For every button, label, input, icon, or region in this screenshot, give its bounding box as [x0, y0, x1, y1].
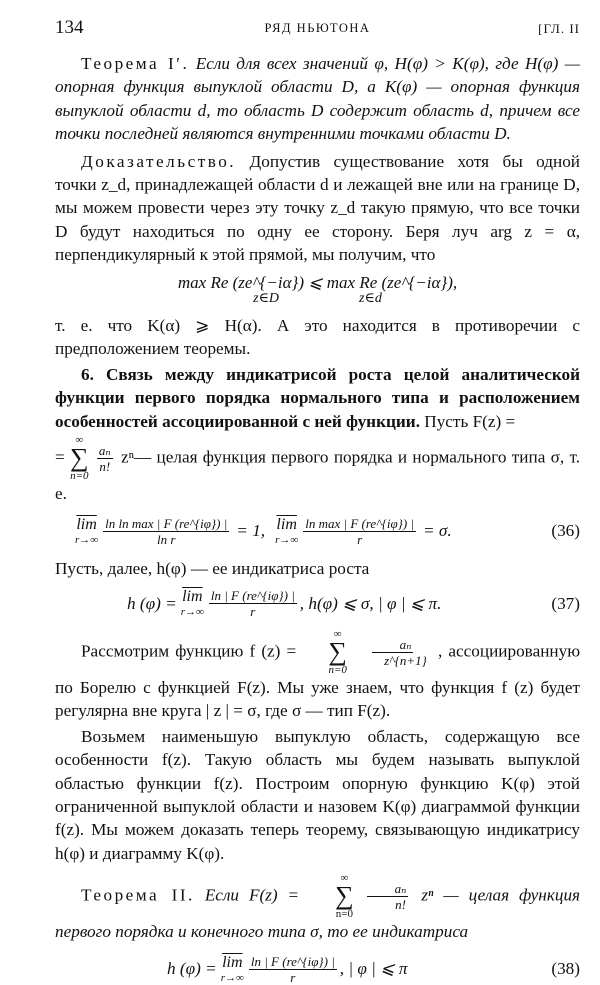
eq38-rhs: , | φ | ⩽ π	[339, 959, 408, 979]
eq37-lhs: h (φ) =	[127, 593, 177, 613]
den-38: r	[290, 969, 296, 985]
sum-lower: n=0	[70, 470, 89, 483]
sum2-sigma: ∑	[328, 636, 347, 666]
sum-sigma: ∑	[70, 443, 89, 473]
coef-num: aₙ	[98, 443, 111, 459]
den-36a: ln r	[157, 531, 176, 547]
theorem-2	[55, 873, 580, 943]
den-36b: r	[357, 531, 363, 547]
limsup-37: $\overline{lim}$ r→∞	[180, 588, 204, 619]
series-rest: zⁿ— целая функция первого порядка и нормального типа σ, т. е.	[55, 447, 581, 504]
sum-symbol-3	[309, 873, 354, 920]
proof-paragraph	[55, 150, 580, 267]
borel-fraction	[356, 637, 429, 668]
coef-den: n!	[99, 459, 111, 475]
section-title: 6. Связь между индикатрисой роста целой аналитической функции первого порядка нормального типа и расположением особенностей ассоциированной с ней функции.	[55, 364, 580, 431]
indicator-paragraph: Пусть, далее, h(φ) — ее индикатриса роста	[55, 558, 370, 578]
sum2-lower: n=0	[328, 663, 347, 676]
equation-37	[55, 588, 580, 619]
lim-sub-37: r→∞	[180, 606, 204, 619]
sum3-upper: ∞	[340, 872, 349, 885]
thm2-num: aₙ	[367, 881, 409, 897]
formula-subscripts	[55, 292, 580, 306]
equation-number-36: (36)	[551, 521, 580, 541]
equation-36	[55, 516, 580, 547]
theorem-text: Если для всех значений φ, H(φ) > K(φ), где H(φ) — опорная функция выпуклой области D, а K(φ) — опорная функция выпуклой области d, то область D содержит область d, причем все точки последней являются внутренними точками области D.	[55, 54, 580, 144]
lim-sub-1: r→∞	[75, 534, 99, 546]
sum-symbol-2	[302, 629, 347, 676]
formula-sub-d: z∈d	[359, 291, 382, 307]
borel-paragraph	[55, 629, 580, 723]
theorem-2-lead: Если F(z) =	[204, 885, 300, 905]
eq36-mid: = 1,	[236, 521, 266, 541]
borel-den: z^{n+1}	[384, 652, 427, 668]
num-36a: ln ln max | F (re^{iφ}) |	[105, 515, 228, 531]
page-header	[55, 14, 580, 44]
sum-upper: ∞	[75, 434, 84, 447]
thm2-den: n!	[395, 897, 406, 913]
sum2-upper: ∞	[333, 627, 342, 640]
fraction-37	[209, 588, 297, 619]
page-number: 134	[55, 17, 84, 38]
sum3-sigma: ∑	[335, 881, 354, 911]
limsup-1: $\overline{lim}$ r→∞	[75, 516, 99, 546]
num-36b: ln max | F (re^{iφ}) |	[305, 515, 415, 531]
borel-rest: , ассоциированную по Борелю с функцией F(z). Мы уже знаем, что функция f (z) будет регулярна вне круга | z | = σ, где σ — тип F(z).	[55, 641, 581, 721]
limsup-38: $\overline{lim}$ r→∞	[220, 954, 244, 985]
eq38-lhs: h (φ) =	[167, 959, 217, 979]
theorem-2-fraction	[367, 881, 409, 912]
section-6	[55, 363, 580, 433]
book-page	[55, 14, 580, 985]
series-definition	[55, 435, 580, 505]
theorem-1-prime	[55, 52, 580, 146]
lim-sub-2: r→∞	[275, 534, 299, 546]
running-title: РЯД НЬЮТОНА	[264, 21, 371, 35]
theorem-label: Теорема I′.	[81, 54, 190, 73]
formula-body: max Re (ze^{−iα}) ⩽ max Re (ze^{−iα}),	[177, 272, 458, 292]
fraction-38	[249, 954, 337, 985]
proof-conclusion: т. е. что K(α) ⩾ H(α). А это находится в противоречии с предположением теоремы.	[55, 316, 580, 359]
num-37: ln | F (re^{iφ}) |	[210, 587, 295, 603]
sum3-lower: n=0	[335, 908, 353, 921]
eq36-end: = σ.	[423, 521, 452, 541]
proof-label: Доказательство.	[81, 151, 237, 171]
den-37: r	[250, 603, 256, 619]
sum-symbol	[70, 435, 89, 482]
coefficient-fraction	[97, 443, 113, 474]
borel-num: aₙ	[372, 637, 414, 653]
num-38: ln | F (re^{iφ}) |	[250, 953, 335, 969]
limsup-2: $\overline{lim}$ r→∞	[275, 516, 299, 546]
max-inequality-formula	[55, 271, 580, 294]
borel-lead: Рассмотрим функцию f (z) =	[81, 641, 297, 661]
equation-number-37: (37)	[551, 593, 580, 613]
theorem-2-label: Теорема II.	[81, 885, 195, 905]
equation-38	[55, 954, 580, 985]
chapter-label: [ГЛ. II	[538, 21, 580, 36]
fraction-36b	[303, 516, 416, 547]
proof-text: Допустив существование хотя бы одной точки z_d, принадлежащей области d и лежащей вне или на границе D, мы можем провести через эту точку z_d такую прямую, что все точки D будут находиться по одну ее сторону. Беря луч arg z = α, перпендикулярный к этой прямой, мы получим, что	[55, 151, 581, 265]
lim-sub-38: r→∞	[220, 972, 244, 985]
theorem-2-rest: zⁿ — целая функция первого порядка и конечного типа σ, то ее индикатриса	[55, 885, 581, 942]
section-lead: Пусть F(z) =	[424, 411, 516, 431]
equation-number-38: (38)	[551, 959, 580, 979]
equals-sign: =	[55, 447, 65, 467]
formula-sub-D: z∈D	[253, 291, 280, 307]
convex-paragraph: Возьмем наименьшую выпуклую область, содержащую все особенности f(z). Такую область мы будем называть выпуклой областью функции f(z). Построим опорную функцию K(φ) этой ограниченной выпуклой области и назовем K(φ) диаграммой функции f(z). Мы можем доказать теперь теорему, связывающую индикатрису h(φ) и диаграмму K(φ).	[55, 726, 580, 863]
eq37-rhs: , h(φ) ⩽ σ, | φ | ⩽ π.	[299, 593, 442, 613]
fraction-36a	[103, 516, 229, 547]
